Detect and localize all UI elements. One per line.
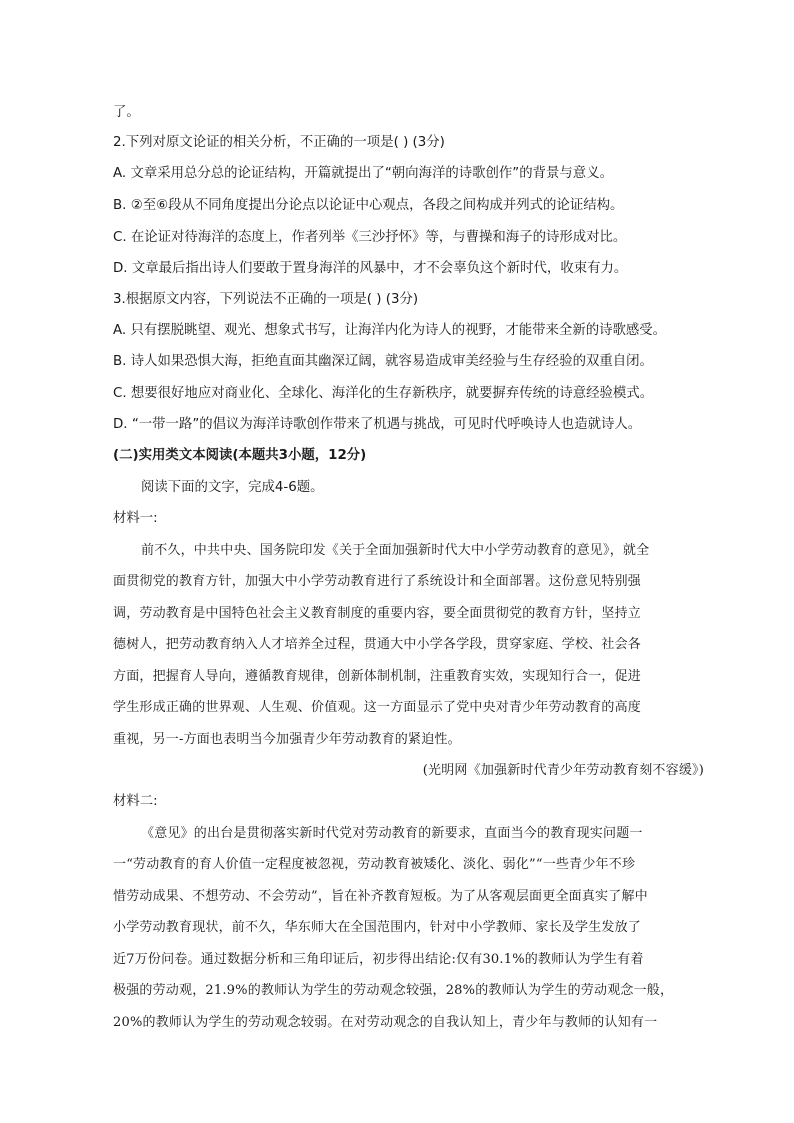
question-2-option-d: D. 文章最后指出诗人们要敢于置身海洋的风暴中，才不会辜负这个新时代，收束有力。: [113, 261, 628, 276]
material-2-label: 材料二:: [113, 794, 158, 809]
material-1-line: 重视，另一-方面也表明当今加强青少年劳动教育的紧迫性。: [113, 732, 461, 747]
material-2-line: 惜劳动成果、不想劳动、不会劳动”，旨在补齐教育短板。为了从客观层面更全面真实了解中: [113, 889, 648, 904]
question-2-stem: 2.下列对原文论证的相关分析，不正确的一项是( ) (3分): [113, 135, 445, 150]
material-2-line: 一“劳动教育的育人价值一定程度被忽视，劳动教育被矮化、淡化、弱化”“一些青少年不珍: [113, 857, 636, 872]
section-heading: (二)实用类文本阅读(本题共3小题，12分): [113, 448, 367, 463]
question-2-option-b: B. ②至⑥段从不同角度提出分论点以论证中心观点，各段之间构成并列式的论证结构。: [113, 198, 624, 213]
material-2-line: 小学劳动教育现状，前不久，华东师大在全国范围内，针对中小学教师、家长及学生发放了: [113, 920, 642, 935]
question-3-option-b: B. 诗人如果恐惧大海，拒绝直面其幽深辽阔，就容易造成审美经验与生存经验的双重自闭。: [113, 354, 653, 369]
material-2-line: 极强的劳动观，21.9%的教师认为学生的劳动观念较强，28%的教师认为学生的劳动观念一般，: [113, 983, 674, 998]
material-2-line: 20%的教师认为学生的劳动观念较弱。在对劳动观念的自我认知上，青少年与教师的认知有一: [113, 1015, 658, 1030]
instruction-text: 阅读下面的文字，完成4-6题。: [141, 480, 324, 495]
material-1-line: 方面，把握育人导向，遵循教育规律，创新体制机制，注重教育实效，实现知行合一，促进: [113, 669, 642, 684]
question-3-option-d: D. “一带一路”的倡议为海洋诗歌创作带来了机遇与挑战，可见时代呼唤诗人也造就诗人。: [113, 417, 642, 432]
question-3-option-a: A. 只有摆脱眺望、观光、想象式书写，让海洋内化为诗人的视野，才能带来全新的诗歌感受。: [113, 323, 667, 338]
material-1-line: 调，劳动教育是中国特色社会主义教育制度的重要内容，要全面贯彻党的教育方针，坚持立: [113, 606, 642, 621]
material-1-line: 面贯彻党的教育方针，加强大中小学劳动教育进行了系统设计和全面部署。这份意见特别强: [113, 574, 642, 589]
material-2-line: 《意见》的出台是贯彻落实新时代党对劳动教育的新要求，直面当今的教育现实问题一: [141, 826, 643, 841]
question-2-option-a: A. 文章采用总分总的论证结构，开篇就提出了“朝向海洋的诗歌创作”的背景与意义。: [113, 166, 613, 181]
material-1-source: (光明网《加强新时代青少年劳动教育刻不容缓》): [422, 763, 704, 778]
material-2-line: 近7万份问卷。通过数据分析和三角印证后，初步得出结论:仅有30.1%的教师认为学生有着: [113, 952, 644, 967]
material-1-line: 德树人，把劳动教育纳入人才培养全过程，贯通大中小学各学段，贯穿家庭、学校、社会各: [113, 637, 642, 652]
material-1-line: 学生形成正确的世界观、人生观、价值观。这一方面显示了党中央对青少年劳动教育的高度: [113, 700, 642, 715]
question-2-option-c: C. 在论证对待海洋的态度上，作者列举《三沙抒怀》等，与曹操和海子的诗形成对比。: [113, 230, 627, 245]
text-line: 了。: [113, 105, 140, 120]
material-1-line: 前不久，中共中央、国务院印发《关于全面加强新时代大中小学劳动教育的意见》，就全: [141, 543, 650, 558]
material-1-label: 材料一:: [113, 511, 158, 526]
question-3-option-c: C. 想要很好地应对商业化、全球化、海洋化的生存新秩序，就要摒弃传统的诗意经验模式。: [113, 386, 654, 401]
question-3-stem: 3.根据原文内容，下列说法不正确的一项是( ) (3分): [113, 292, 419, 307]
